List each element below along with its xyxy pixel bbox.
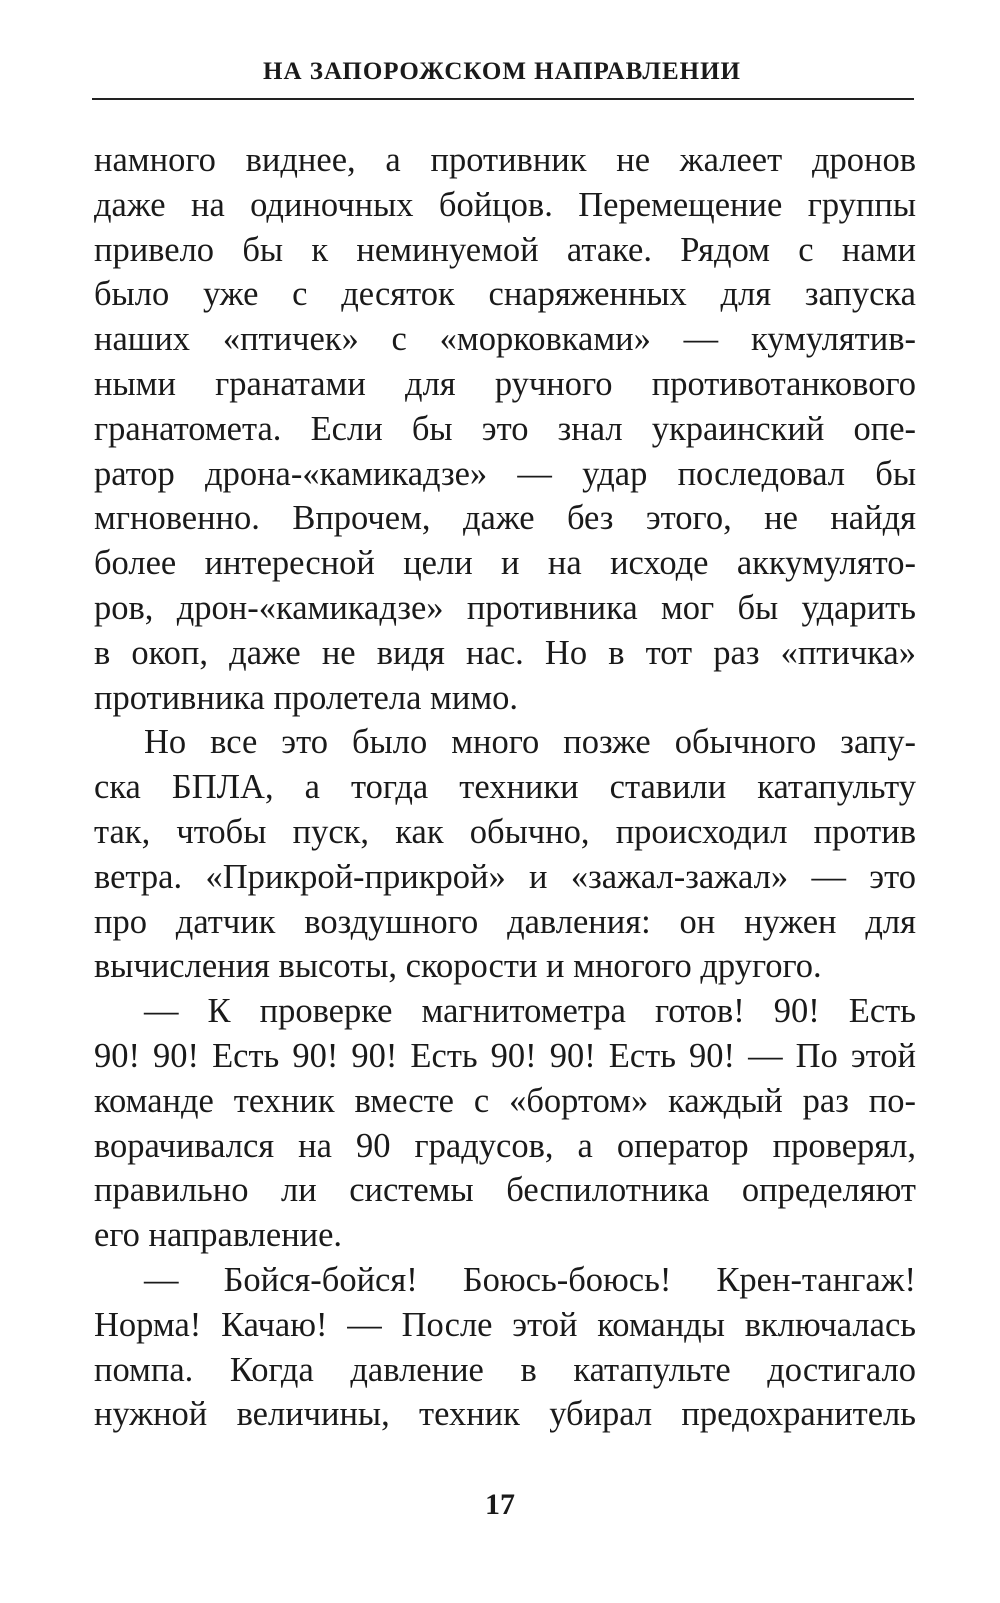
text-line: в окоп, даже не видя нас. Но в тот раз «птичка» bbox=[94, 633, 916, 672]
text-line: правильно ли системы беспилотника определяют bbox=[94, 1171, 916, 1210]
text-line: команде техник вместе с «бортом» каждый раз по- bbox=[94, 1081, 916, 1120]
text-line: было уже с десяток снаряженных для запуска bbox=[94, 275, 916, 314]
text-line: Норма! Качаю! — После этой команды включалась bbox=[94, 1305, 916, 1344]
header-rule bbox=[92, 98, 914, 100]
running-head: НА ЗАПОРОЖСКОМ НАПРАВЛЕНИИ bbox=[263, 58, 741, 85]
text-line: так, чтобы пуск, как обычно, происходил против bbox=[94, 812, 916, 851]
text-line: ска БПЛА, а тогда техники ставили катапульту bbox=[94, 768, 916, 807]
text-line: гранатомета. Если бы это знал украинский опе- bbox=[94, 409, 916, 448]
text-line: противника пролетела мимо. bbox=[94, 678, 519, 717]
text-line: вычисления высоты, скорости и многого другого. bbox=[94, 947, 822, 986]
text-line: наших «птичек» с «морковками» — кумулятив- bbox=[94, 320, 916, 359]
text-line: — К проверке магнитометра готов! 90! Есть bbox=[144, 992, 916, 1031]
body-text bbox=[94, 138, 916, 1437]
text-line: 90! 90! Есть 90! 90! Есть 90! 90! Есть 90! — По этой bbox=[94, 1036, 916, 1075]
page-number: 17 bbox=[485, 1488, 515, 1521]
text-line: привело бы к неминуемой атаке. Рядом с нами bbox=[94, 230, 916, 269]
text-line: его направление. bbox=[94, 1216, 343, 1255]
text-line: про датчик воздушного давления: он нужен для bbox=[94, 902, 916, 941]
text-line: нужной величины, техник убирал предохранитель bbox=[94, 1395, 916, 1434]
text-line: ров, дрон-«камикадзе» противника мог бы ударить bbox=[94, 588, 916, 627]
text-line: ветра. «Прикрой-прикрой» и «зажал-зажал» — это bbox=[94, 857, 916, 896]
text-line: даже на одиночных бойцов. Перемещение группы bbox=[94, 185, 916, 224]
text-line: помпа. Когда давление в катапульте достигало bbox=[94, 1350, 916, 1389]
text-line: намного виднее, а противник не жалеет дронов bbox=[94, 141, 916, 179]
text-line: ными гранатами для ручного противотанкового bbox=[94, 364, 916, 403]
text-line: — Бойся-бойся! Боюсь-боюсь! Крен-тангаж! bbox=[144, 1260, 916, 1299]
text-line: ратор дрона-«камикадзе» — удар последовал бы bbox=[94, 454, 916, 493]
text-line: более интересной цели и на исходе аккумулято- bbox=[94, 544, 916, 583]
text-line: ворачивался на 90 градусов, а оператор проверял, bbox=[94, 1126, 916, 1165]
text-line: мгновенно. Впрочем, даже без этого, не найдя bbox=[94, 499, 916, 538]
text-line: Но все это было много позже обычного запу- bbox=[144, 723, 916, 762]
